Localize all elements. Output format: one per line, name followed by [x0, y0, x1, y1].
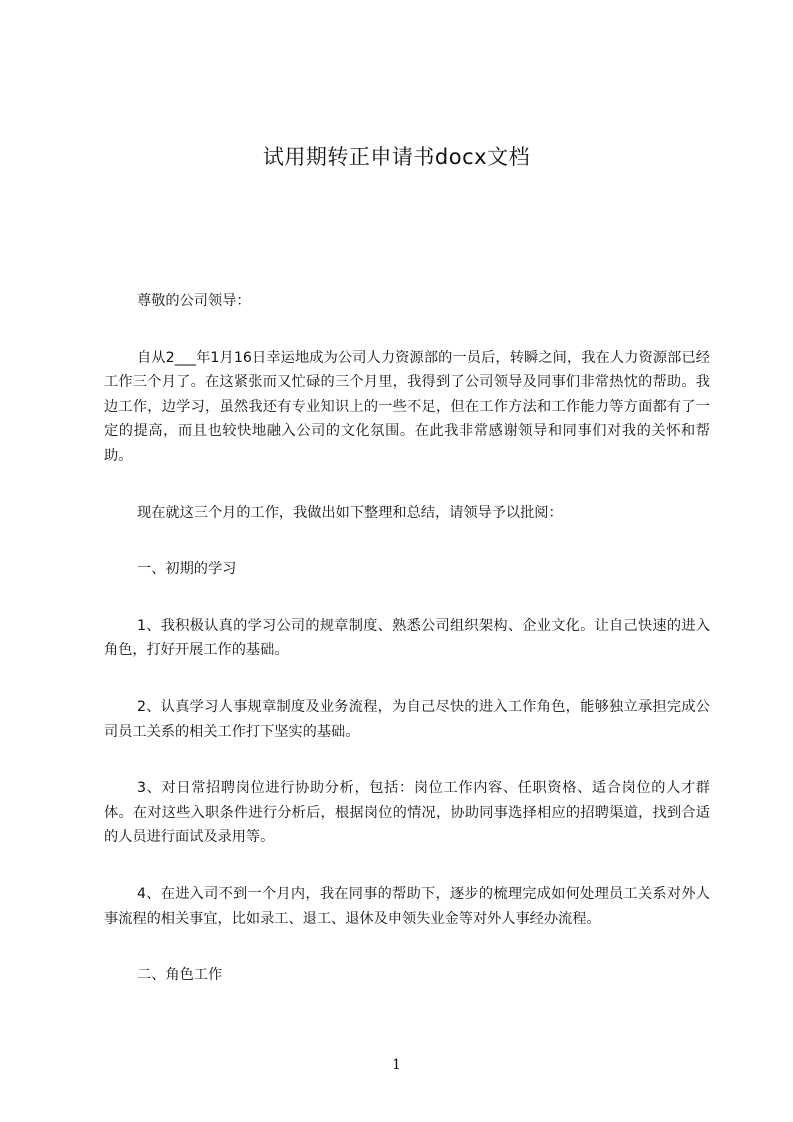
salutation: 尊敬的公司领导：: [137, 293, 251, 309]
list-item-4: 4、在进入司不到一个月内，我在同事的帮助下，逐步的梳理完成如何处理员工关系对外人事流程的相关事宜，比如录工、退工、退休及申领失业金等对外人事经办流程。: [104, 885, 710, 927]
document-title: 试用期转正申请书docx文档: [262, 145, 531, 169]
section-heading-1: 一、初期的学习: [137, 561, 237, 578]
paragraph-intro: 自从2___年1月16日幸运地成为公司人力资源部的一员后，转瞬之间，我在人力资源部已经工作三个月了。在这紧张而又忙碌的三个月里，我得到了公司领导及同事们非常热忱的帮助。我边工作，边学习，虽然我还有专业知识上的一些不足，但在工作方法和工作能力等方面都有了一定的提高，而且也较快地融入公司的文化氛围。在此我非常感谢领导和同事们对我的关怀和帮助。: [104, 349, 710, 464]
page-number: 1: [392, 1057, 401, 1073]
paragraph-summary-lead: 现在就这三个月的工作，我做出如下整理和总结，请领导予以批阅：: [137, 504, 563, 521]
document-body: [104, 289, 710, 988]
list-item-1: 1、我积极认真的学习公司的规章制度、熟悉公司组织架构、企业文化。让自己快速的进入角色，打好开展工作的基础。: [104, 617, 710, 659]
section-heading-2: 二、角色工作: [137, 967, 223, 984]
list-item-3: 3、对日常招聘岗位进行协助分析，包括：岗位工作内容、任职资格、适合岗位的人才群体。在对这些入职条件进行分析后，根据岗位的情况，协助同事选择相应的招聘渠道，找到合适的人员进行面试及录用等。: [104, 780, 710, 846]
list-item-2: 2、认真学习人事规章制度及业务流程，为自己尽快的进入工作角色，能够独立承担完成公司员工关系的相关工作打下坚实的基础。: [104, 698, 710, 740]
